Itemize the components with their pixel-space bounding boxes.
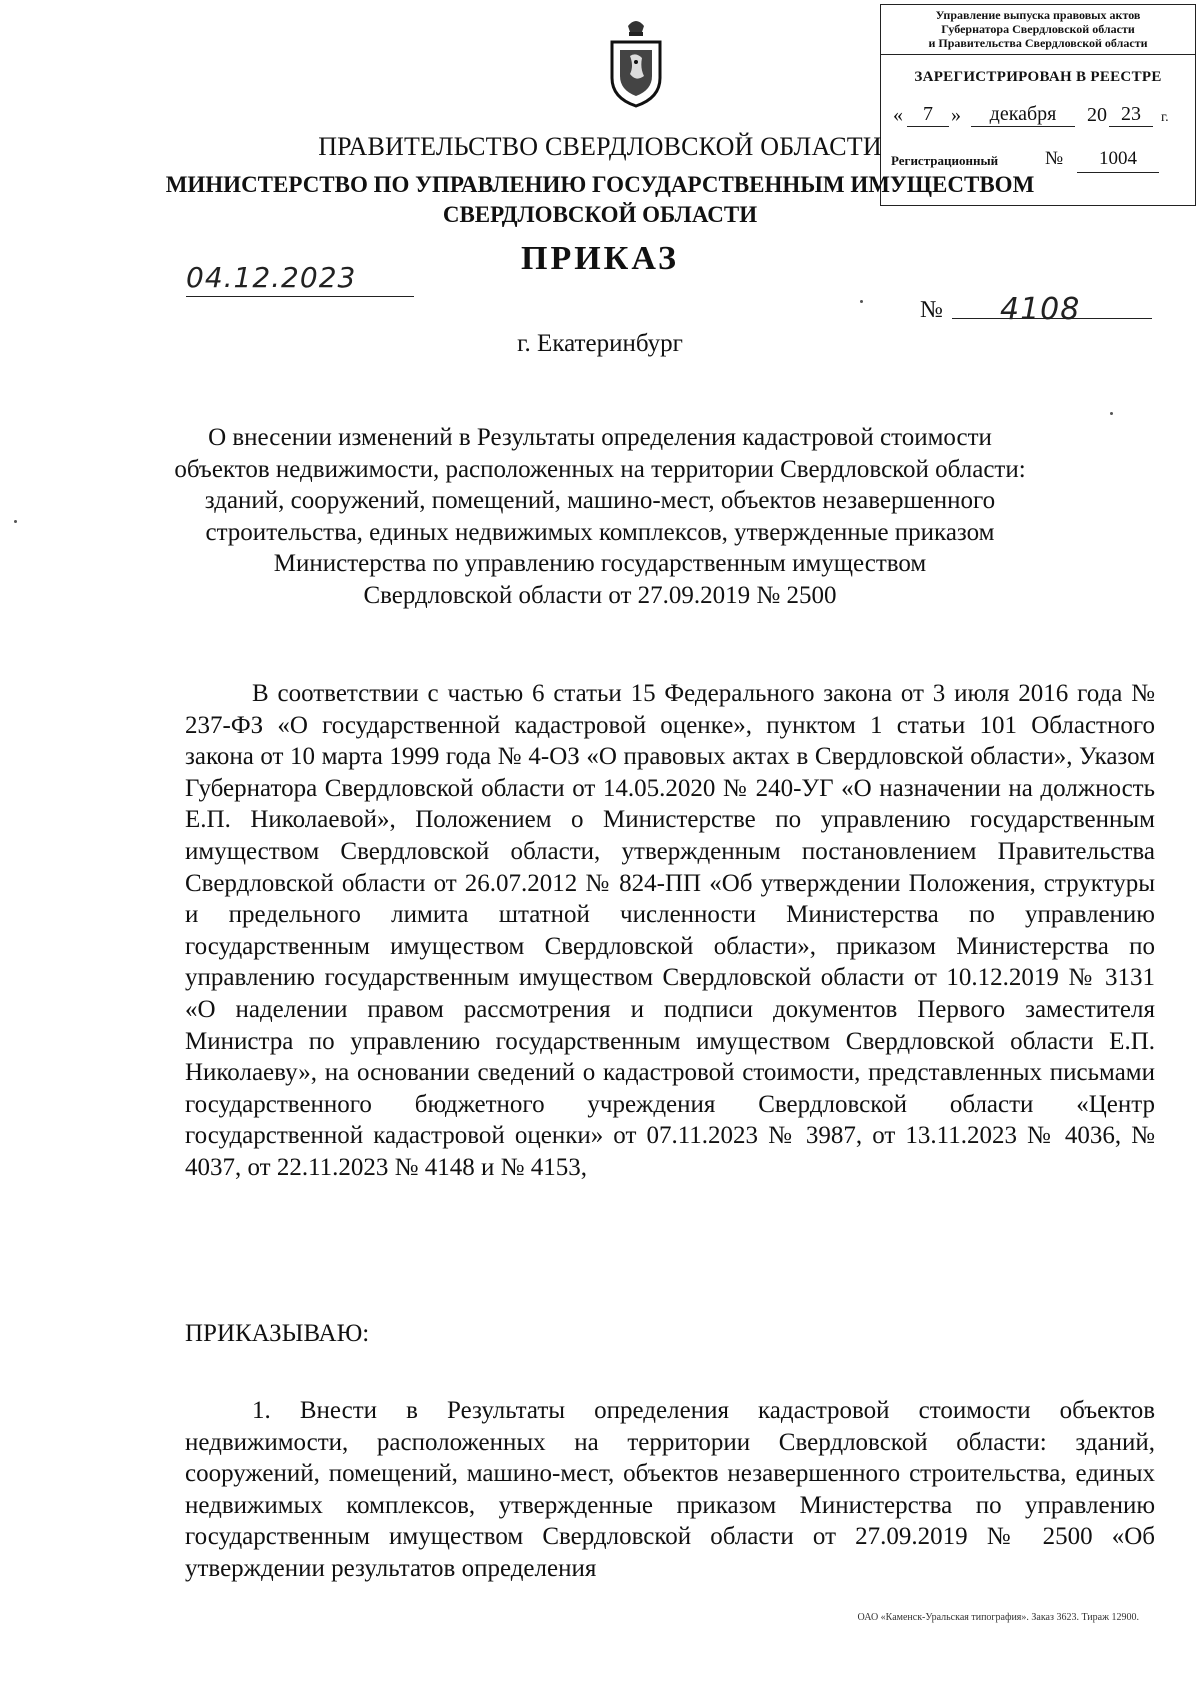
order-word: ПРИКАЗЫВАЮ: bbox=[185, 1320, 370, 1347]
stamp-open-quote: « bbox=[893, 104, 903, 126]
subject-line: объектов недвижимости, расположенных на территории Свердловской области: bbox=[174, 455, 1026, 483]
order-date: 04.12.2023 bbox=[186, 261, 357, 294]
document-type: ПРИКАЗ bbox=[521, 240, 679, 277]
coat-of-arms-emblem bbox=[606, 16, 666, 108]
stamp-day: 7 bbox=[907, 104, 949, 127]
scan-speck bbox=[1110, 412, 1113, 415]
stamp-header-line: и Правительства Свердловской области bbox=[928, 36, 1148, 50]
number-label: № bbox=[920, 297, 943, 323]
stamp-year-prefix: 20 bbox=[1087, 104, 1107, 126]
ministry-title-line-2: СВЕРДЛОВСКОЙ ОБЛАСТИ bbox=[442, 202, 758, 227]
order-number: 4108 bbox=[1000, 292, 1081, 327]
order-subject bbox=[150, 422, 1050, 612]
ministry-title-line-1: МИНИСТЕРСТВО ПО УПРАВЛЕНИЮ ГОСУДАРСТВЕННЫМ ИМУЩЕСТВОМ bbox=[165, 172, 1035, 197]
date-underline bbox=[186, 296, 414, 297]
scan-speck bbox=[14, 520, 17, 523]
subject-line: Свердловской области от 27.09.2019 № 2500 bbox=[363, 581, 837, 609]
stamp-year-abbr: г. bbox=[1161, 110, 1169, 125]
preamble-paragraph: В соответствии с частью 6 статьи 15 Федерального закона от 3 июля 2016 года № 237-ФЗ «О государственной кадастровой оценке», пунктом 1 статьи 101 Областного закона от 10 марта 1999 года № 4-ОЗ «О правовых актах в Свердловской области», Указом Губернатора Свердловской области от 14.05.2020 № 240-УГ «О назначении на должность Е.П. Николаевой», Положением о Министерстве по управлению государственным имуществом Свердловской области, утвержденным постановлением Правительства Свердловской области от 26.07.2012 № 824-ПП «Об утверждении Положения, структуры и предельного лимита штатной численности Министерства по управлению государственным имуществом Свердловской области», приказом Министерства по управлению государственным имуществом Свердловской области от 10.12.2019 № 3131 «О наделении правом рассмотрения и подписи документов Первого заместителя Министра по управлению государственным имуществом Свердловской области Е.П. Николаеву», на основании сведений о кадастровой стоимости, представленных письмами государственного бюджетного учреждения Свердловской области «Центр государственной кадастровой оценки» от 07.11.2023 № 3987, от 13.11.2023 № 4036, № 4037, от 22.11.2023 № 4148 и № 4153, bbox=[185, 680, 1155, 1181]
ministry-title bbox=[0, 170, 1200, 230]
stamp-header bbox=[881, 5, 1195, 55]
order-item-1: 1. Внести в Результаты определения кадастровой стоимости объектов недвижимости, расположенных на территории Свердловской области: зданий, сооружений, помещений, машино-мест, объектов незавершенного строительства, единых недвижимых комплексов, утвержденные приказом Министерства по управлению государственным имуществом Свердловской области от 27.09.2019 № 2500 «Об утверждении результатов определения bbox=[185, 1397, 1155, 1582]
stamp-header-line: Губернатора Свердловской области bbox=[941, 22, 1135, 36]
stamp-close-quote: » bbox=[951, 104, 961, 126]
government-title: ПРАВИТЕЛЬСТВО СВЕРДЛОВСКОЙ ОБЛАСТИ bbox=[318, 132, 882, 161]
subject-line: О внесении изменений в Результаты определения кадастровой стоимости bbox=[208, 424, 992, 451]
printer-footer: ОАО «Каменск-Уральская типография». Заказ 3623. Тираж 12900. bbox=[857, 1612, 1139, 1623]
stamp-registered-label: ЗАРЕГИСТРИРОВАН В РЕЕСТРЕ bbox=[914, 69, 1162, 85]
stamp-month: декабря bbox=[971, 104, 1075, 127]
scan-speck bbox=[860, 300, 863, 303]
stamp-date bbox=[881, 104, 1195, 134]
stamp-reg-number: 1004 bbox=[1077, 148, 1159, 173]
subject-line: Министерства по управлению государственным имуществом bbox=[273, 550, 927, 578]
stamp-header-line: Управление выпуска правовых актов bbox=[935, 8, 1141, 22]
subject-line: строительства, единых недвижимых комплексов, утвержденные приказом bbox=[205, 518, 995, 546]
stamp-reg-label: Регистрационный bbox=[891, 153, 999, 168]
subject-line: зданий, сооружений, помещений, машино-мест, объектов незавершенного bbox=[204, 487, 996, 515]
stamp-number-sign: № bbox=[1045, 148, 1064, 169]
stamp-year-suffix: 23 bbox=[1109, 104, 1153, 127]
city: г. Екатеринбург bbox=[517, 330, 683, 357]
number-underline bbox=[952, 318, 1152, 319]
